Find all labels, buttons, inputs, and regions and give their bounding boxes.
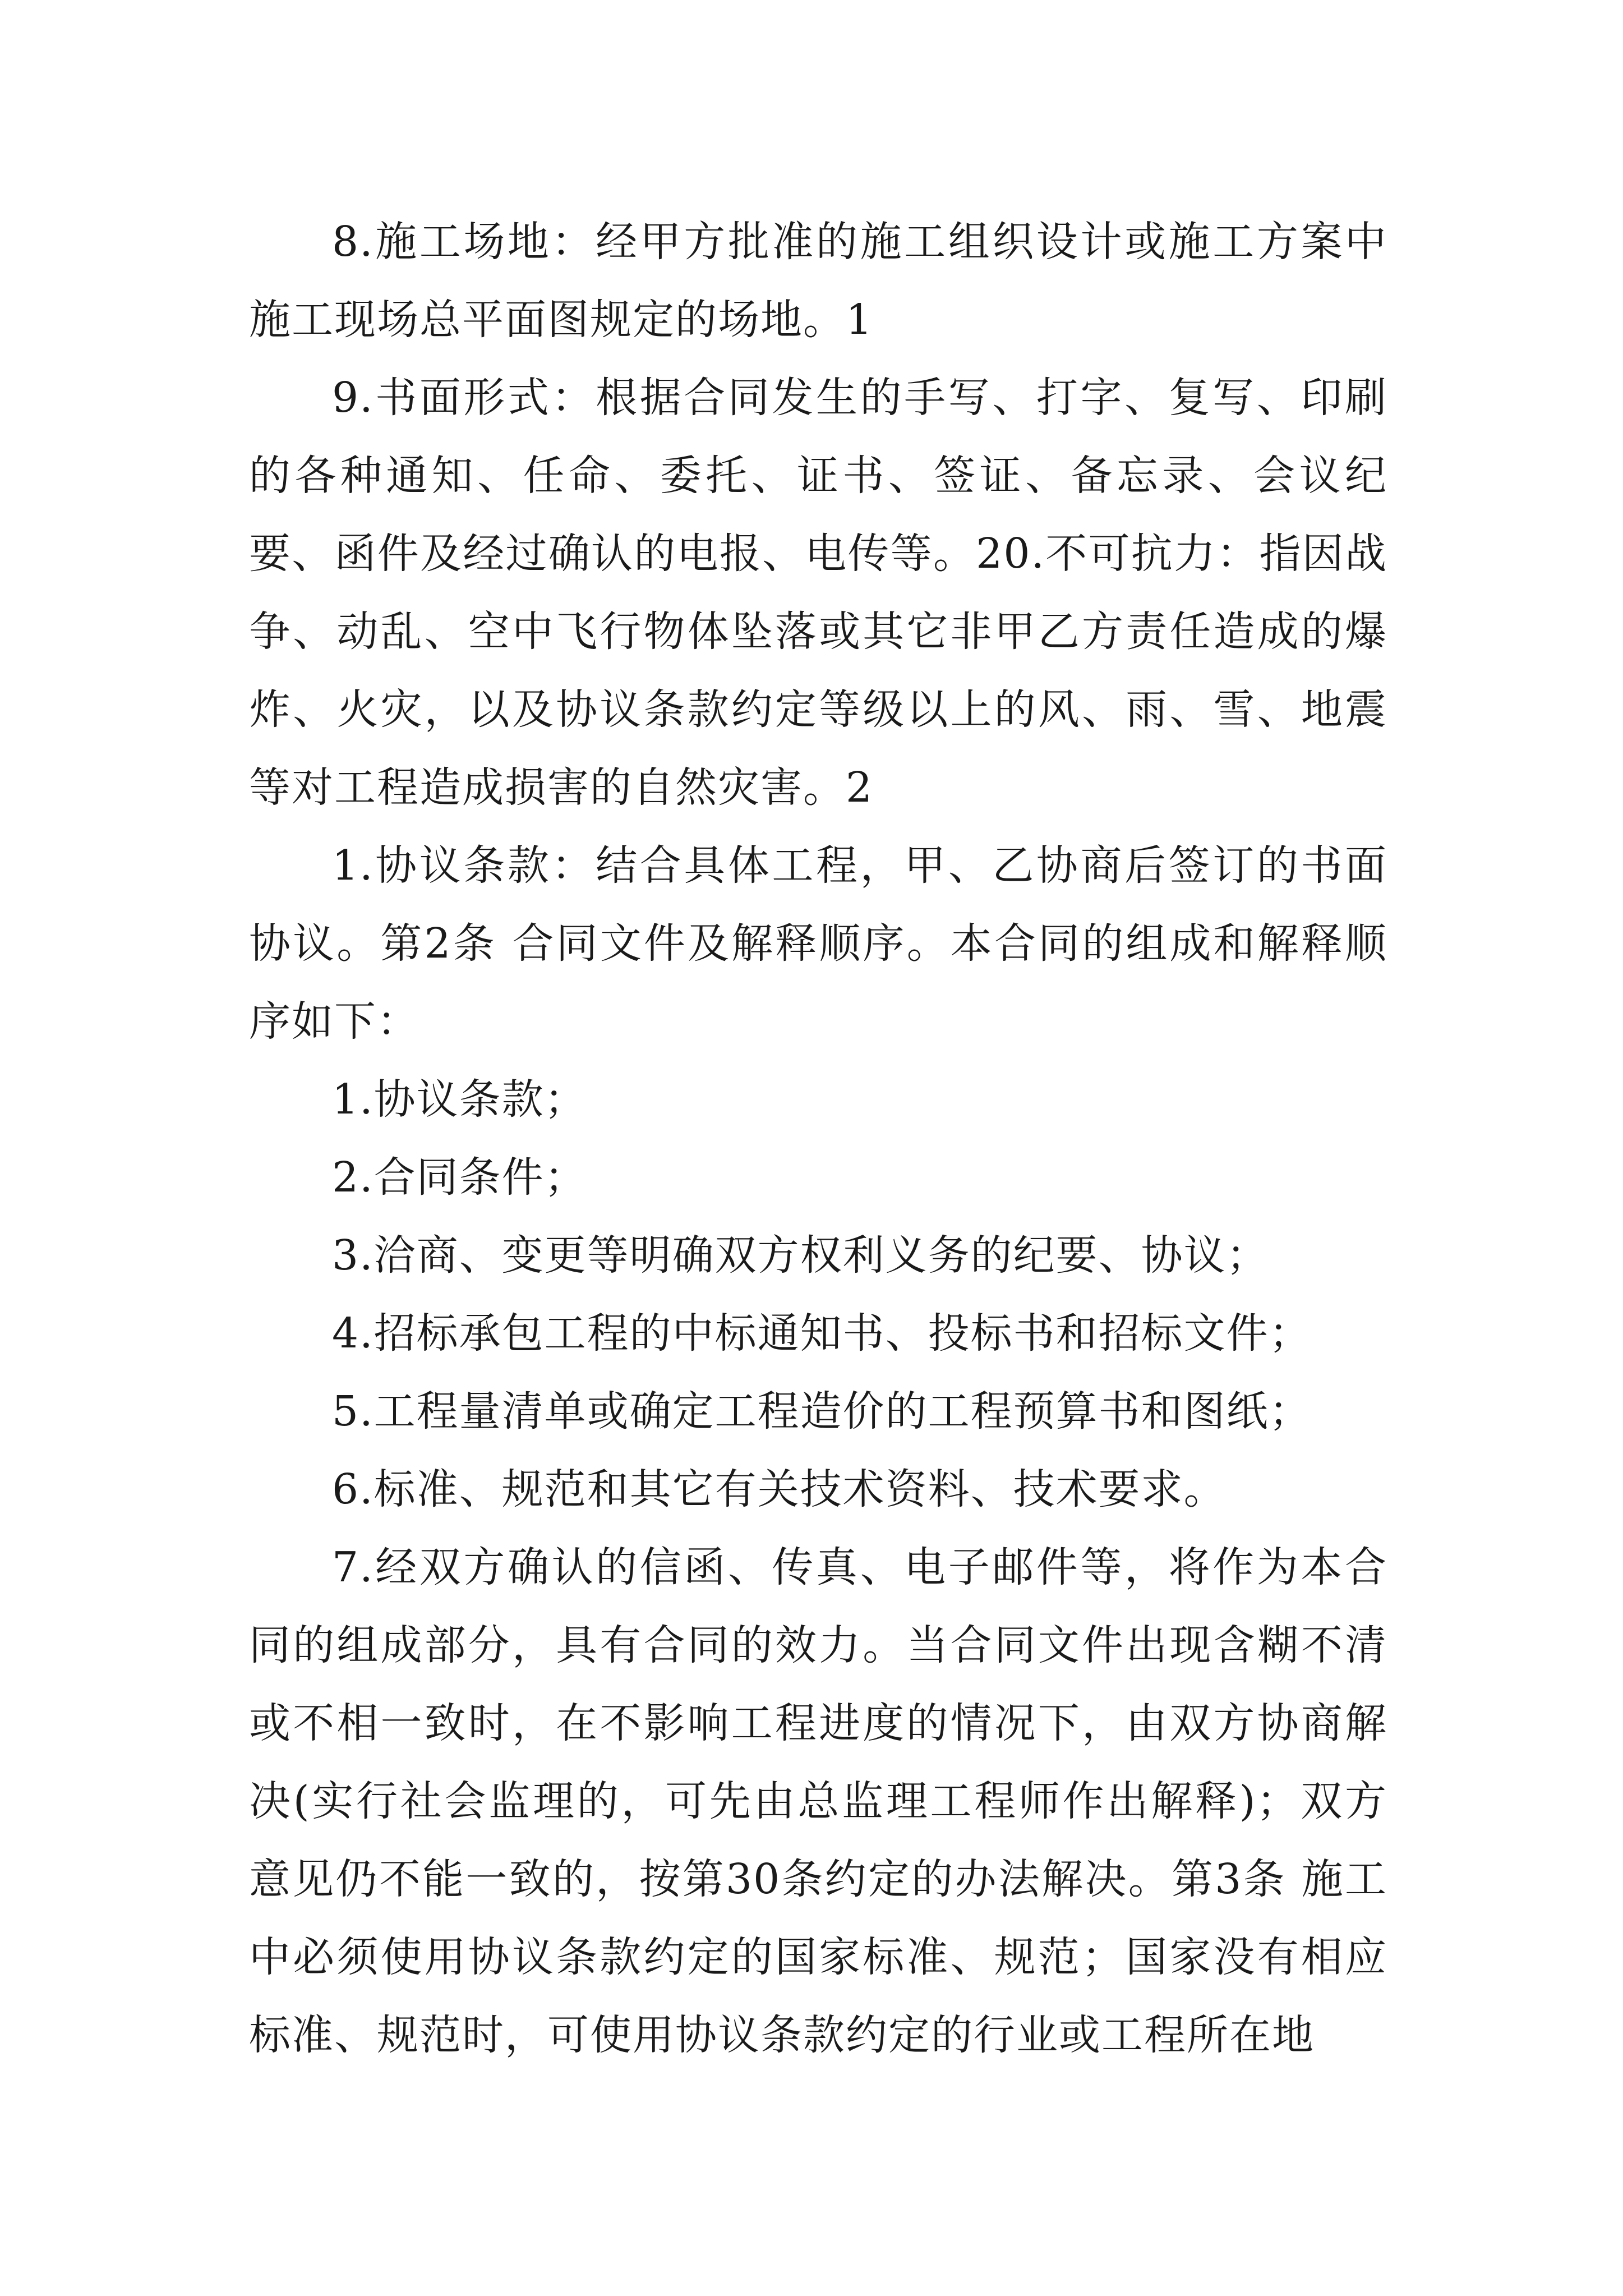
list-item-contract-conditions: 2.合同条件；	[332, 1153, 587, 1202]
paragraph-confirmed-correspondence: 7.经双方确认的信函、传真、电子邮件等，将作为本合同的组成部分，具有合同的效力。当合同文件出现含糊不清或不相一致时，在不影响工程进度的情况下，由双方协商解决(实行社会监理的，可先由总监理工程师作出解释)；双方意见仍不能一致的，按第30条约定的办法解决。第3条 施工中必须使用协议条款约定的国家标准、规范；国家没有相应标准、规范时，可使用协议条款约定的行业或工程所在地	[249, 1543, 1387, 2059]
paragraph-written-form-force-majeure: 9.书面形式：根据合同发生的手写、打字、复写、印刷的各种通知、任命、委托、证书、签证、备忘录、会议纪要、函件及经过确认的电报、电传等。20.不可抗力：指因战争、动乱、空中飞行物体坠落或其它非甲乙方责任造成的爆炸、火灾，以及协议条款约定等级以上的风、雨、雪、地震等对工程造成损害的自然灾害。2	[249, 374, 1387, 812]
list-item-agreement-terms: 1.协议条款；	[332, 1075, 587, 1124]
list-item-standards: 6.标准、规范和其它有关技术资料、技术要求。	[332, 1465, 1227, 1513]
paragraph-construction-site: 8.施工场地：经甲方批准的施工组织设计或施工方案中施工现场总平面图规定的场地。1	[249, 218, 1387, 344]
paragraph-agreement-terms: 1.协议条款：结合具体工程，甲、乙协商后签订的书面协议。第2条 合同文件及解释顺序。本合同的组成和解释顺序如下：	[249, 841, 1387, 1046]
list-item-bill-of-quantities: 5.工程量清单或确定工程造价的工程预算书和图纸；	[332, 1387, 1312, 1435]
list-item-bid-documents: 4.招标承包工程的中标通知书、投标书和招标文件；	[332, 1309, 1312, 1358]
document-body	[249, 203, 1387, 2074]
list-item-negotiation-minutes: 3.洽商、变更等明确双方权利义务的纪要、协议；	[332, 1231, 1269, 1280]
